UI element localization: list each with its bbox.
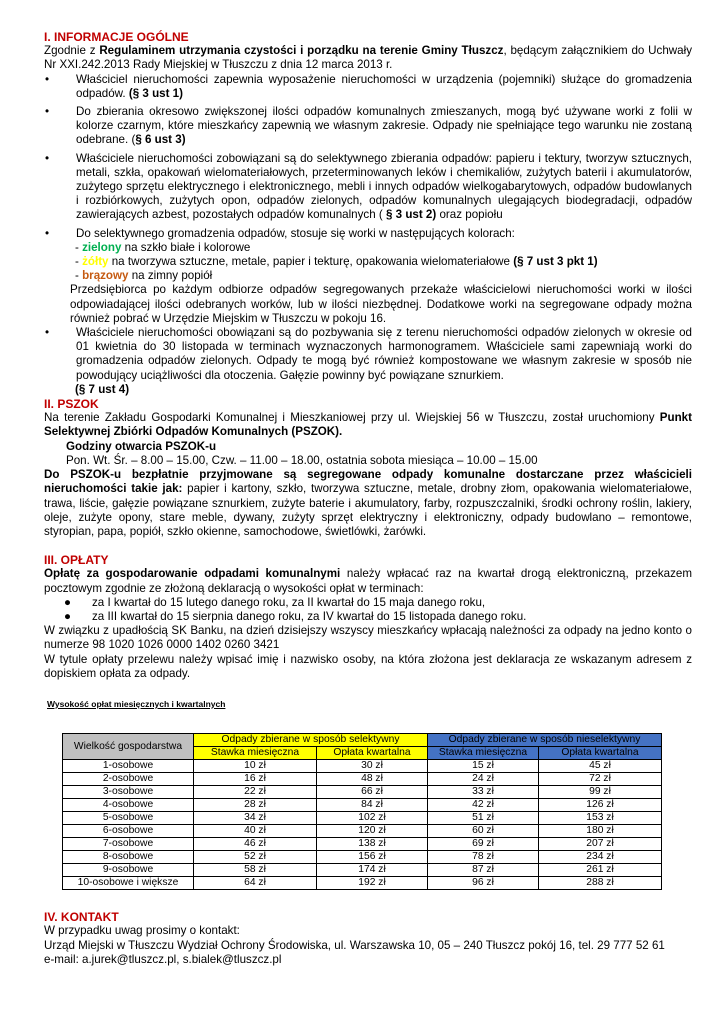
table-cell: 28 zł xyxy=(194,799,317,812)
table-row xyxy=(63,864,662,877)
table-cell: 72 zł xyxy=(539,773,662,786)
fees-table-caption: Wysokość opłat miesięcznych i kwartalnych xyxy=(47,698,226,709)
table-cell: 3-osobowe xyxy=(63,786,194,799)
bullet-icon: • xyxy=(45,151,50,165)
transfer-title-paragraph: W tytule opłaty przelewu należy wpisać imię i nazwisko osoby, na która złożona jest deklaracja ze wskazanym adresem z dopiskiem opłata za odpady. xyxy=(44,652,692,680)
table-cell: 138 zł xyxy=(317,838,428,851)
table-cell: 24 zł xyxy=(428,773,539,786)
table-cell: 1-osobowe xyxy=(63,760,194,773)
bullet-icon: • xyxy=(45,226,50,240)
table-cell: 51 zł xyxy=(428,812,539,825)
table-cell: 234 zł xyxy=(539,851,662,864)
table-cell: 40 zł xyxy=(194,825,317,838)
table-cell: 120 zł xyxy=(317,825,428,838)
table-cell: 207 zł xyxy=(539,838,662,851)
table-row xyxy=(63,825,662,838)
table-cell: 60 zł xyxy=(428,825,539,838)
table-cell: 84 zł xyxy=(317,799,428,812)
table-cell: 174 zł xyxy=(317,864,428,877)
contact-email: e-mail: a.jurek@tluszcz.pl, s.bialek@tluszcz.pl xyxy=(44,952,282,966)
bullet-selective-collection xyxy=(44,152,692,223)
table-cell: 15 zł xyxy=(428,760,539,773)
table-header-row xyxy=(63,734,662,747)
bullet-text: Właściciele nieruchomości obowiązani są do pozbywania się z terenu nieruchomości odpadów zielonych w okresie od 01 kwietnia do 30 listopada w terminach wyznaczonych harmonogramem. Właściciele sami zapewniają worki do gromadzenia odpadów zielonych. Odpady te mogą być również kompostowane we własnym zakresie w sposób nie powodujący uciążliwości dla otoczenia. Gałęzie powinny być powiązane sznurkiem. xyxy=(76,326,692,382)
bullet-icon: • xyxy=(45,105,50,119)
table-cell: 6-osobowe xyxy=(63,825,194,838)
table-cell: 69 zł xyxy=(428,838,539,851)
bullet-icon: ● xyxy=(64,609,72,623)
header-quarterly-selective: Opłata kwartalna xyxy=(317,747,428,760)
table-cell: 8-osobowe xyxy=(63,851,194,864)
table-cell: 261 zł xyxy=(539,864,662,877)
table-row xyxy=(63,799,662,812)
bullet-text: Właściciele nieruchomości zobowiązani są do selektywnego zbierania odpadów: papieru i tektury, tworzyw sztucznych, metali, szkła, opakowań wielomateriałowych, przeterminowanych leków i chemikaliów, zużytych baterii i akumulatorów, zużytego sprzętu elektrycznego i elektronicznego, mebli i innych odpadów wielkogabarytowych, odpadów budowlanych i rozbiórkowych, zużytych opon, odpadów zielonych, odpadów komunalnych ulegających biodegradacji, odpadów zawierających azbest, pozostałych odpadów komunalnych ( § 3 ust 2) oraz popiołu xyxy=(76,151,692,222)
yellow-bag-label: żółty xyxy=(82,255,109,269)
header-nonselective: Odpady zbierane w sposób nieselektywny xyxy=(428,734,662,747)
header-selective: Odpady zbierane w sposób selektywny xyxy=(194,734,428,747)
table-cell: 33 zł xyxy=(428,786,539,799)
table-cell: 52 zł xyxy=(194,851,317,864)
table-cell: 102 zł xyxy=(317,812,428,825)
bag-green-line: - zielony na szkło białe i kolorowe xyxy=(75,240,251,254)
table-row xyxy=(63,838,662,851)
intro-paragraph xyxy=(44,44,692,72)
table-row xyxy=(63,877,662,890)
bullet-green-waste-ref: (§ 7 ust 4) xyxy=(75,382,130,396)
table-cell: 5-osobowe xyxy=(63,812,194,825)
bullet-icon: • xyxy=(45,326,50,340)
pszok-paragraph: Na terenie Zakładu Gospodarki Komunalnej i Mieszkaniowej przy ul. Wiejskiej 56 w Tłuszczu, został uruchomiony Punkt Selektywnej Zbiórki Odpadów Komunalnych (PSZOK). xyxy=(44,411,692,439)
green-bag-label: zielony xyxy=(82,240,122,254)
bullet-text: Właściciel nieruchomości zapewnia wyposażenie nieruchomości w urządzenia (pojemniki) służące do gromadzenia odpadów. (§ 3 ust 1) xyxy=(76,72,692,100)
table-cell: 78 zł xyxy=(428,851,539,864)
table-cell: 96 zł xyxy=(428,877,539,890)
contact-intro: W przypadku uwag prosimy o kontakt: xyxy=(44,924,240,938)
table-row xyxy=(63,812,662,825)
section-heading-contact: IV. KONTAKT xyxy=(44,910,119,925)
bullet-black-bags xyxy=(44,105,692,148)
table-cell: 10 zł xyxy=(194,760,317,773)
table-cell: 87 zł xyxy=(428,864,539,877)
table-cell: 42 zł xyxy=(428,799,539,812)
bullet-containers xyxy=(44,73,692,101)
table-cell: 156 zł xyxy=(317,851,428,864)
table-cell: 48 zł xyxy=(317,773,428,786)
header-monthly-nonselective: Stawka miesięczna xyxy=(428,747,539,760)
table-cell: 58 zł xyxy=(194,864,317,877)
table-cell: 153 zł xyxy=(539,812,662,825)
section-heading-fees: III. OPŁATY xyxy=(44,553,109,568)
table-cell: 64 zł xyxy=(194,877,317,890)
intro-text: Zgodnie z xyxy=(44,44,100,58)
table-cell: 10-osobowe i większe xyxy=(63,877,194,890)
bullet-text: Do selektywnego gromadzenia odpadów, stosuje się worki w następujących kolorach: xyxy=(76,226,515,240)
pszok-accepted-paragraph: Do PSZOK-u bezpłatnie przyjmowane są segregowane odpady komunalne dostarczane przez właścicieli nieruchomości takie jak: papier i kartony, szkło, tworzywa sztuczne, metale, drobny złom, opakowania wielomateriałowe, trawa, liście, gałęzie powiązane sznurkiem, zużyte baterie i akumulatory, farby, rozpuszczalniki, środki ochrony roślin, lakiery, oleje, zużyte opony, stare meble, dywany, zużyty sprzęt elektryczny i elektroniczny, odpady budowlano – remontowe, styropian, papa, popiół, szkło okienne, samochodowe, świetlówki, żarówki. xyxy=(44,468,693,538)
table-cell: 192 zł xyxy=(317,877,428,890)
table-cell: 288 zł xyxy=(539,877,662,890)
header-quarterly-nonselective: Opłata kwartalna xyxy=(539,747,662,760)
table-cell: 4-osobowe xyxy=(63,799,194,812)
table-row xyxy=(63,786,662,799)
table-row xyxy=(63,760,662,773)
payment-term-1: ● za I kwartał do 15 lutego danego roku, za II kwartał do 15 maja danego roku, xyxy=(64,595,486,609)
table-cell: 7-osobowe xyxy=(63,838,194,851)
table-cell: 45 zł xyxy=(539,760,662,773)
document-page xyxy=(44,30,692,967)
header-monthly-selective: Stawka miesięczna xyxy=(194,747,317,760)
bag-brown-line: - brązowy na zimny popiół xyxy=(75,269,213,283)
bullet-icon: • xyxy=(45,72,50,86)
table-cell: 46 zł xyxy=(194,838,317,851)
table-cell: 22 zł xyxy=(194,786,317,799)
fees-table xyxy=(62,733,662,890)
bags-return-paragraph: Przedsiębiorca po każdym odbiorze odpadów segregowanych przekaże właścicielowi nieruchomości worki w ilości odpowiadającej ilości odebranych worków, lub w ilości niezbędnej. Dodatkowe worki na segregowane odpady można również pobrać w Urzędzie Miejskim w Tłuszczu w pokoju 16. xyxy=(70,283,692,325)
table-cell: 99 zł xyxy=(539,786,662,799)
intro-text-2: , będącym załącznikiem do Uchwały Nr XXI.242.2013 Rady Miejskiej w Tłuszczu z dnia 12 marca 2013 r. xyxy=(44,44,692,72)
table-cell: 66 zł xyxy=(317,786,428,799)
contact-address: Urząd Miejski w Tłuszczu Wydział Ochrony Środowiska, ul. Warszawska 10, 05 – 240 Tłuszcz pokój 16, tel. 29 777 52 61 xyxy=(44,938,665,952)
bag-yellow-line: - żółty na tworzywa sztuczne, metale, papier i tekturę, opakowania wielomateriałowe (§ 7 ust 3 pkt 1) xyxy=(75,255,598,269)
table-cell: 9-osobowe xyxy=(63,864,194,877)
section-heading-general: I. INFORMACJE OGÓLNE xyxy=(44,30,189,44)
table-row xyxy=(63,851,662,864)
table-cell: 2-osobowe xyxy=(63,773,194,786)
pszok-hours-title: Godziny otwarcia PSZOK-u xyxy=(66,439,217,453)
bullet-bag-colors xyxy=(44,227,692,241)
header-household-size: Wielkość gospodarstwa xyxy=(63,734,194,760)
brown-bag-label: brązowy xyxy=(82,269,129,283)
bullet-icon: ● xyxy=(64,595,72,609)
table-cell: 126 zł xyxy=(539,799,662,812)
regulation-title: Regulaminem utrzymania czystości i porządku na terenie Gminy Tłuszcz xyxy=(99,44,504,58)
table-row xyxy=(63,773,662,786)
table-cell: 34 zł xyxy=(194,812,317,825)
fees-paragraph: Opłatę za gospodarowanie odpadami komunalnymi należy wpłacać raz na kwartał drogą elektroniczną, przekazem pocztowym zgodnie ze złożoną deklaracją o wysokości opłat w terminach: xyxy=(44,567,692,595)
bullet-green-waste xyxy=(44,326,692,383)
table-cell: 180 zł xyxy=(539,825,662,838)
bullet-text: Do zbierania okresowo zwiększonej ilości odpadów komunalnych zmieszanych, mogą być używane worki z folii w kolorze czarnym, które mieszkańcy zapewnią we własnym zakresie. Odpady nie spełniające tego warunku nie zostaną odebrane. (§ 6 ust 3) xyxy=(76,105,692,147)
bank-account-paragraph: W związku z upadłością SK Banku, na dzień dzisiejszy wszyscy mieszkańcy wpłacają należności za odpady na jedno konto o numerze 98 1020 1026 0000 1402 0260 3421 xyxy=(44,624,692,652)
table-cell: 16 zł xyxy=(194,773,317,786)
section-heading-pszok: II. PSZOK xyxy=(44,397,99,412)
pszok-hours: Pon. Wt. Śr. – 8.00 – 15.00, Czw. – 11.00 – 18.00, ostatnia sobota miesiąca – 10.00 – 15.00 xyxy=(66,453,538,467)
table-cell: 30 zł xyxy=(317,760,428,773)
payment-term-2: ● za III kwartał do 15 sierpnia danego roku, za IV kwartał do 15 listopada danego roku. xyxy=(64,609,527,623)
